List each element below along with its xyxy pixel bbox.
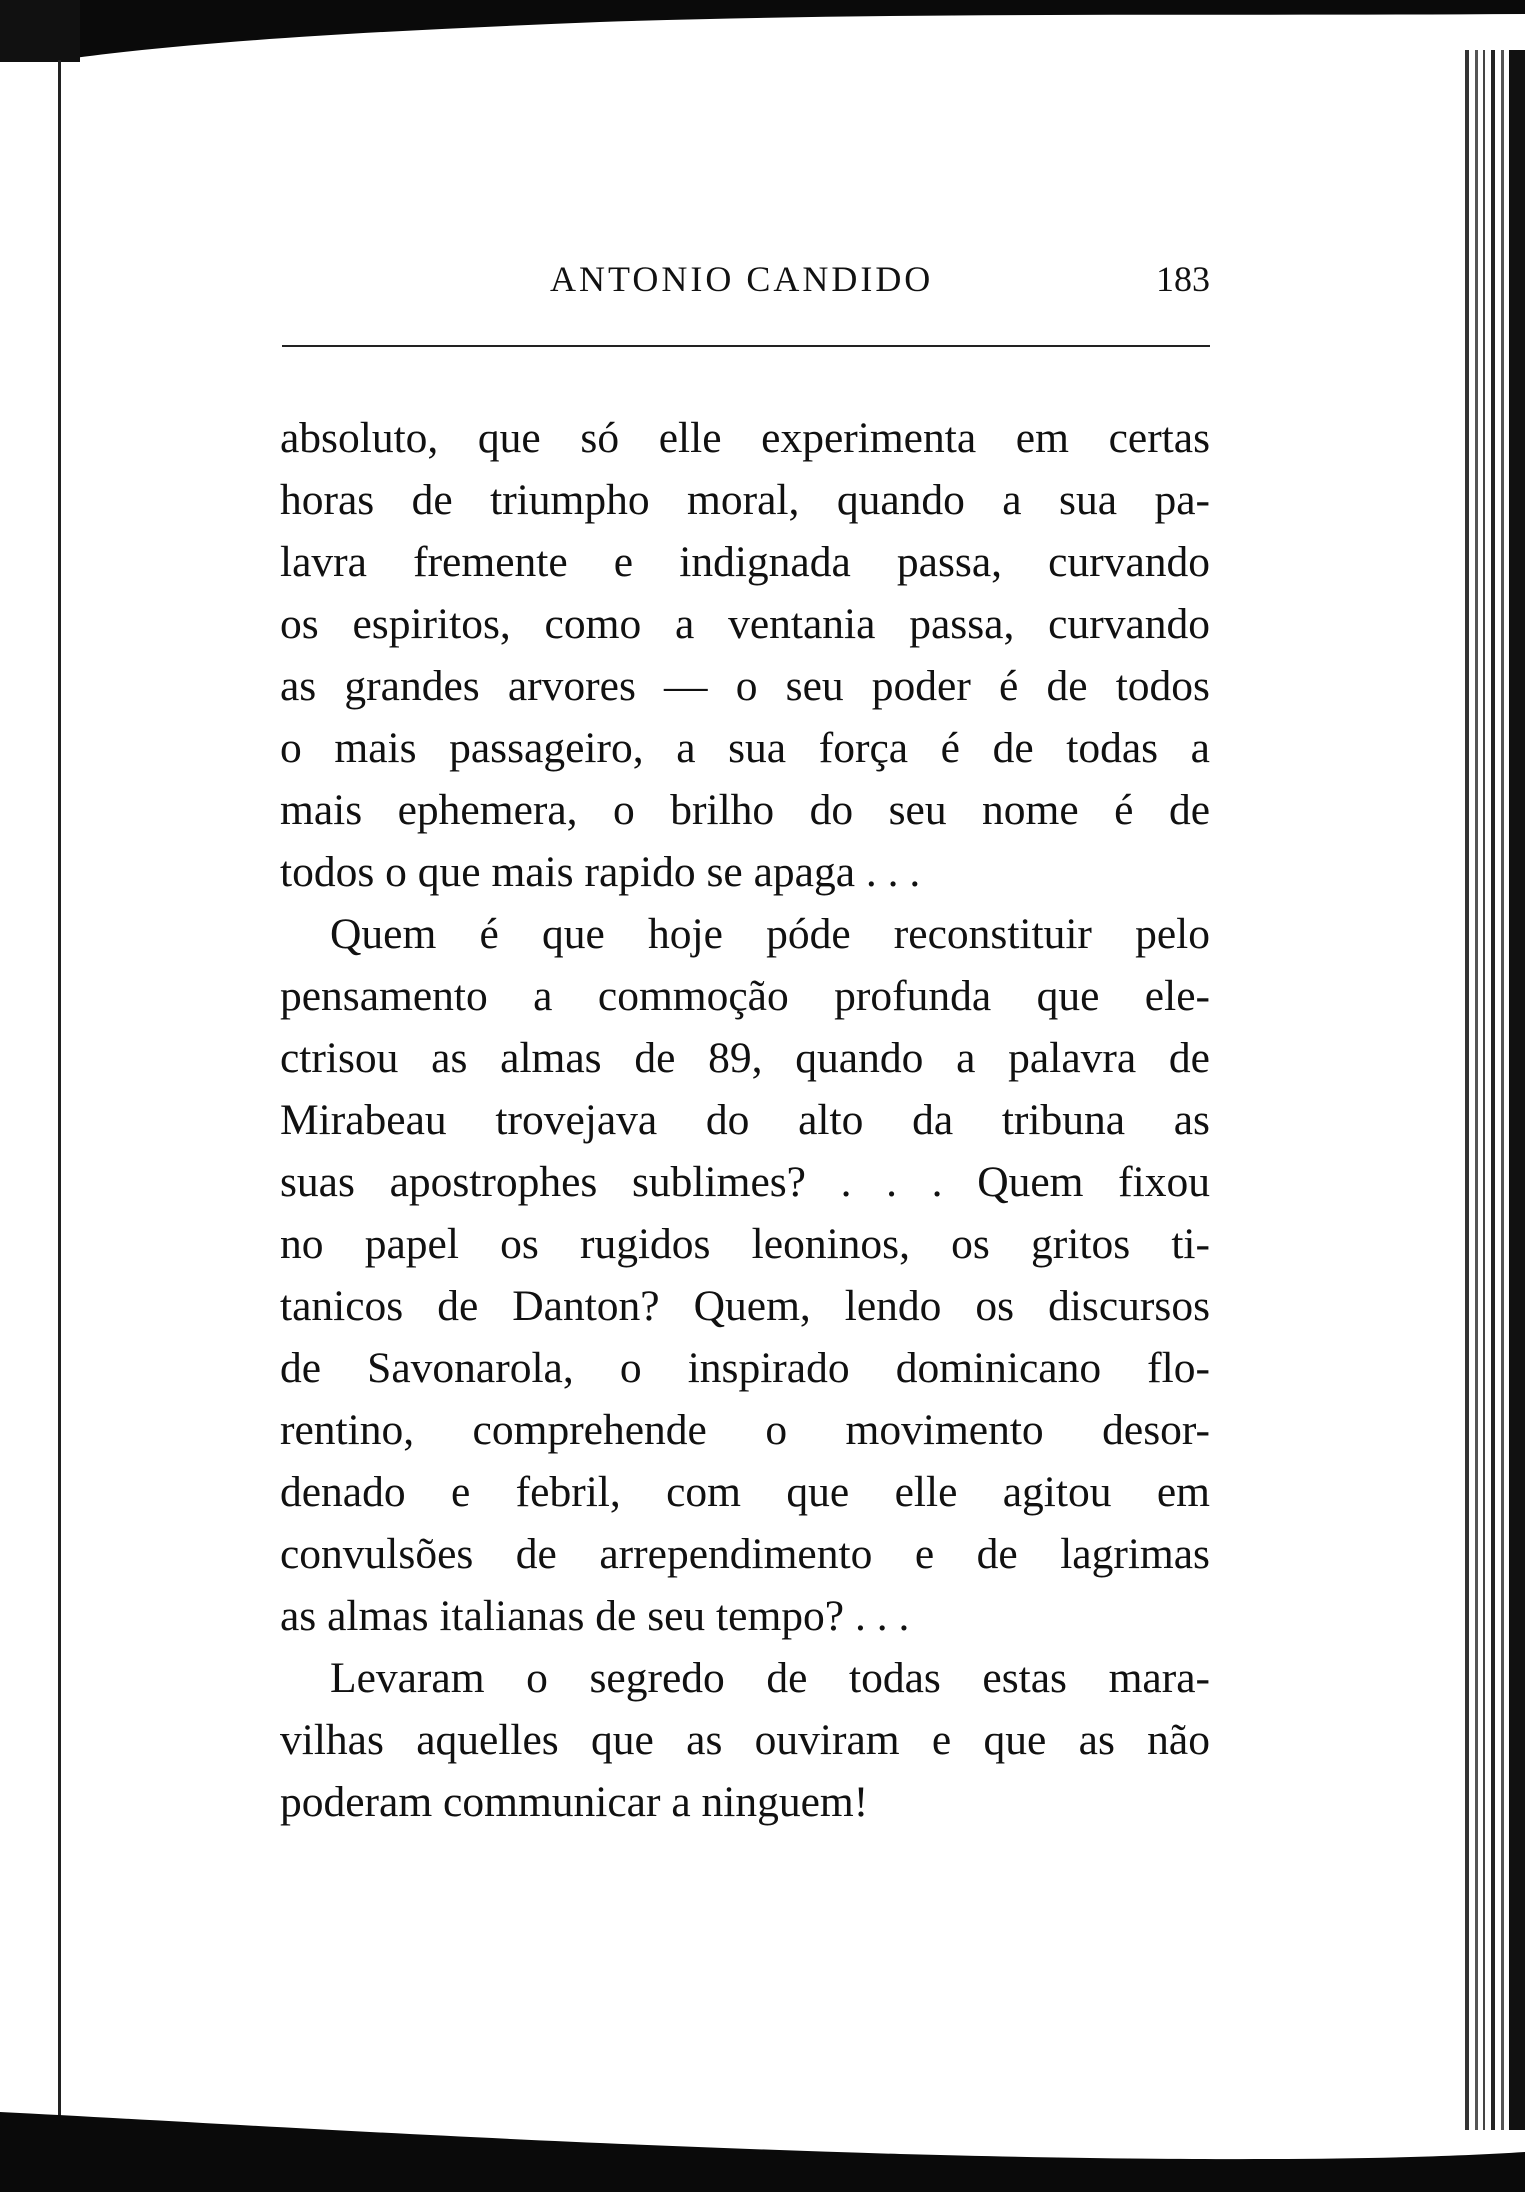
text-line: as almas italianas de seu tempo? . . . <box>280 1592 910 1640</box>
text-line: o mais passageiro, a sua força é de todas a <box>280 724 1210 772</box>
text-line: Mirabeau trovejava do alto da tribuna as <box>280 1096 1210 1144</box>
text-line: de Savonarola, o inspirado dominicano flo- <box>280 1344 1210 1392</box>
text-line: tanicos de Danton? Quem, lendo os discursos <box>280 1282 1210 1330</box>
running-head <box>280 258 1210 308</box>
text-line: Quem é que hoje póde reconstituir pelo <box>330 910 1210 958</box>
text-line: Levaram o segredo de todas estas mara- <box>330 1654 1210 1702</box>
text-line: ctrisou as almas de 89, quando a palavra de <box>280 1034 1210 1082</box>
text-line: as grandes arvores — o seu poder é de todos <box>280 662 1210 710</box>
text-line: pensamento a commoção profunda que ele- <box>280 972 1210 1020</box>
paragraph-3 <box>280 1647 1210 1833</box>
page-number: 183 <box>1156 259 1210 299</box>
text-line: suas apostrophes sublimes? . . . Quem fixou <box>280 1158 1210 1206</box>
scan-left-edge <box>58 60 61 2140</box>
scan-bottom-edge <box>0 2082 1525 2192</box>
running-title: ANTONIO CANDIDO <box>550 259 934 299</box>
text-line: os espiritos, como a ventania passa, curvando <box>280 600 1210 648</box>
body-text <box>280 407 1210 1833</box>
header-rule <box>282 345 1210 347</box>
text-line: absoluto, que só elle experimenta em certas <box>280 414 1210 462</box>
text-line: mais ephemera, o brilho do seu nome é de <box>280 786 1210 834</box>
text-line: lavra fremente e indignada passa, curvando <box>280 538 1210 586</box>
text-line: convulsões de arrependimento e de lagrimas <box>280 1530 1210 1578</box>
text-line: todos o que mais rapido se apaga . . . <box>280 848 921 896</box>
text-line: poderam communicar a ninguem! <box>280 1778 869 1826</box>
scan-top-edge <box>0 0 1525 62</box>
text-line: no papel os rugidos leoninos, os gritos ti- <box>280 1220 1210 1268</box>
text-line: vilhas aquelles que as ouviram e que as não <box>280 1716 1210 1764</box>
text-line: horas de triumpho moral, quando a sua pa- <box>280 476 1210 524</box>
paragraph-2 <box>280 903 1210 1647</box>
scan-right-edge <box>1465 50 1525 2130</box>
paragraph-1 <box>280 407 1210 903</box>
text-line: denado e febril, com que elle agitou em <box>280 1468 1210 1516</box>
text-line: rentino, comprehende o movimento desor- <box>280 1406 1210 1454</box>
